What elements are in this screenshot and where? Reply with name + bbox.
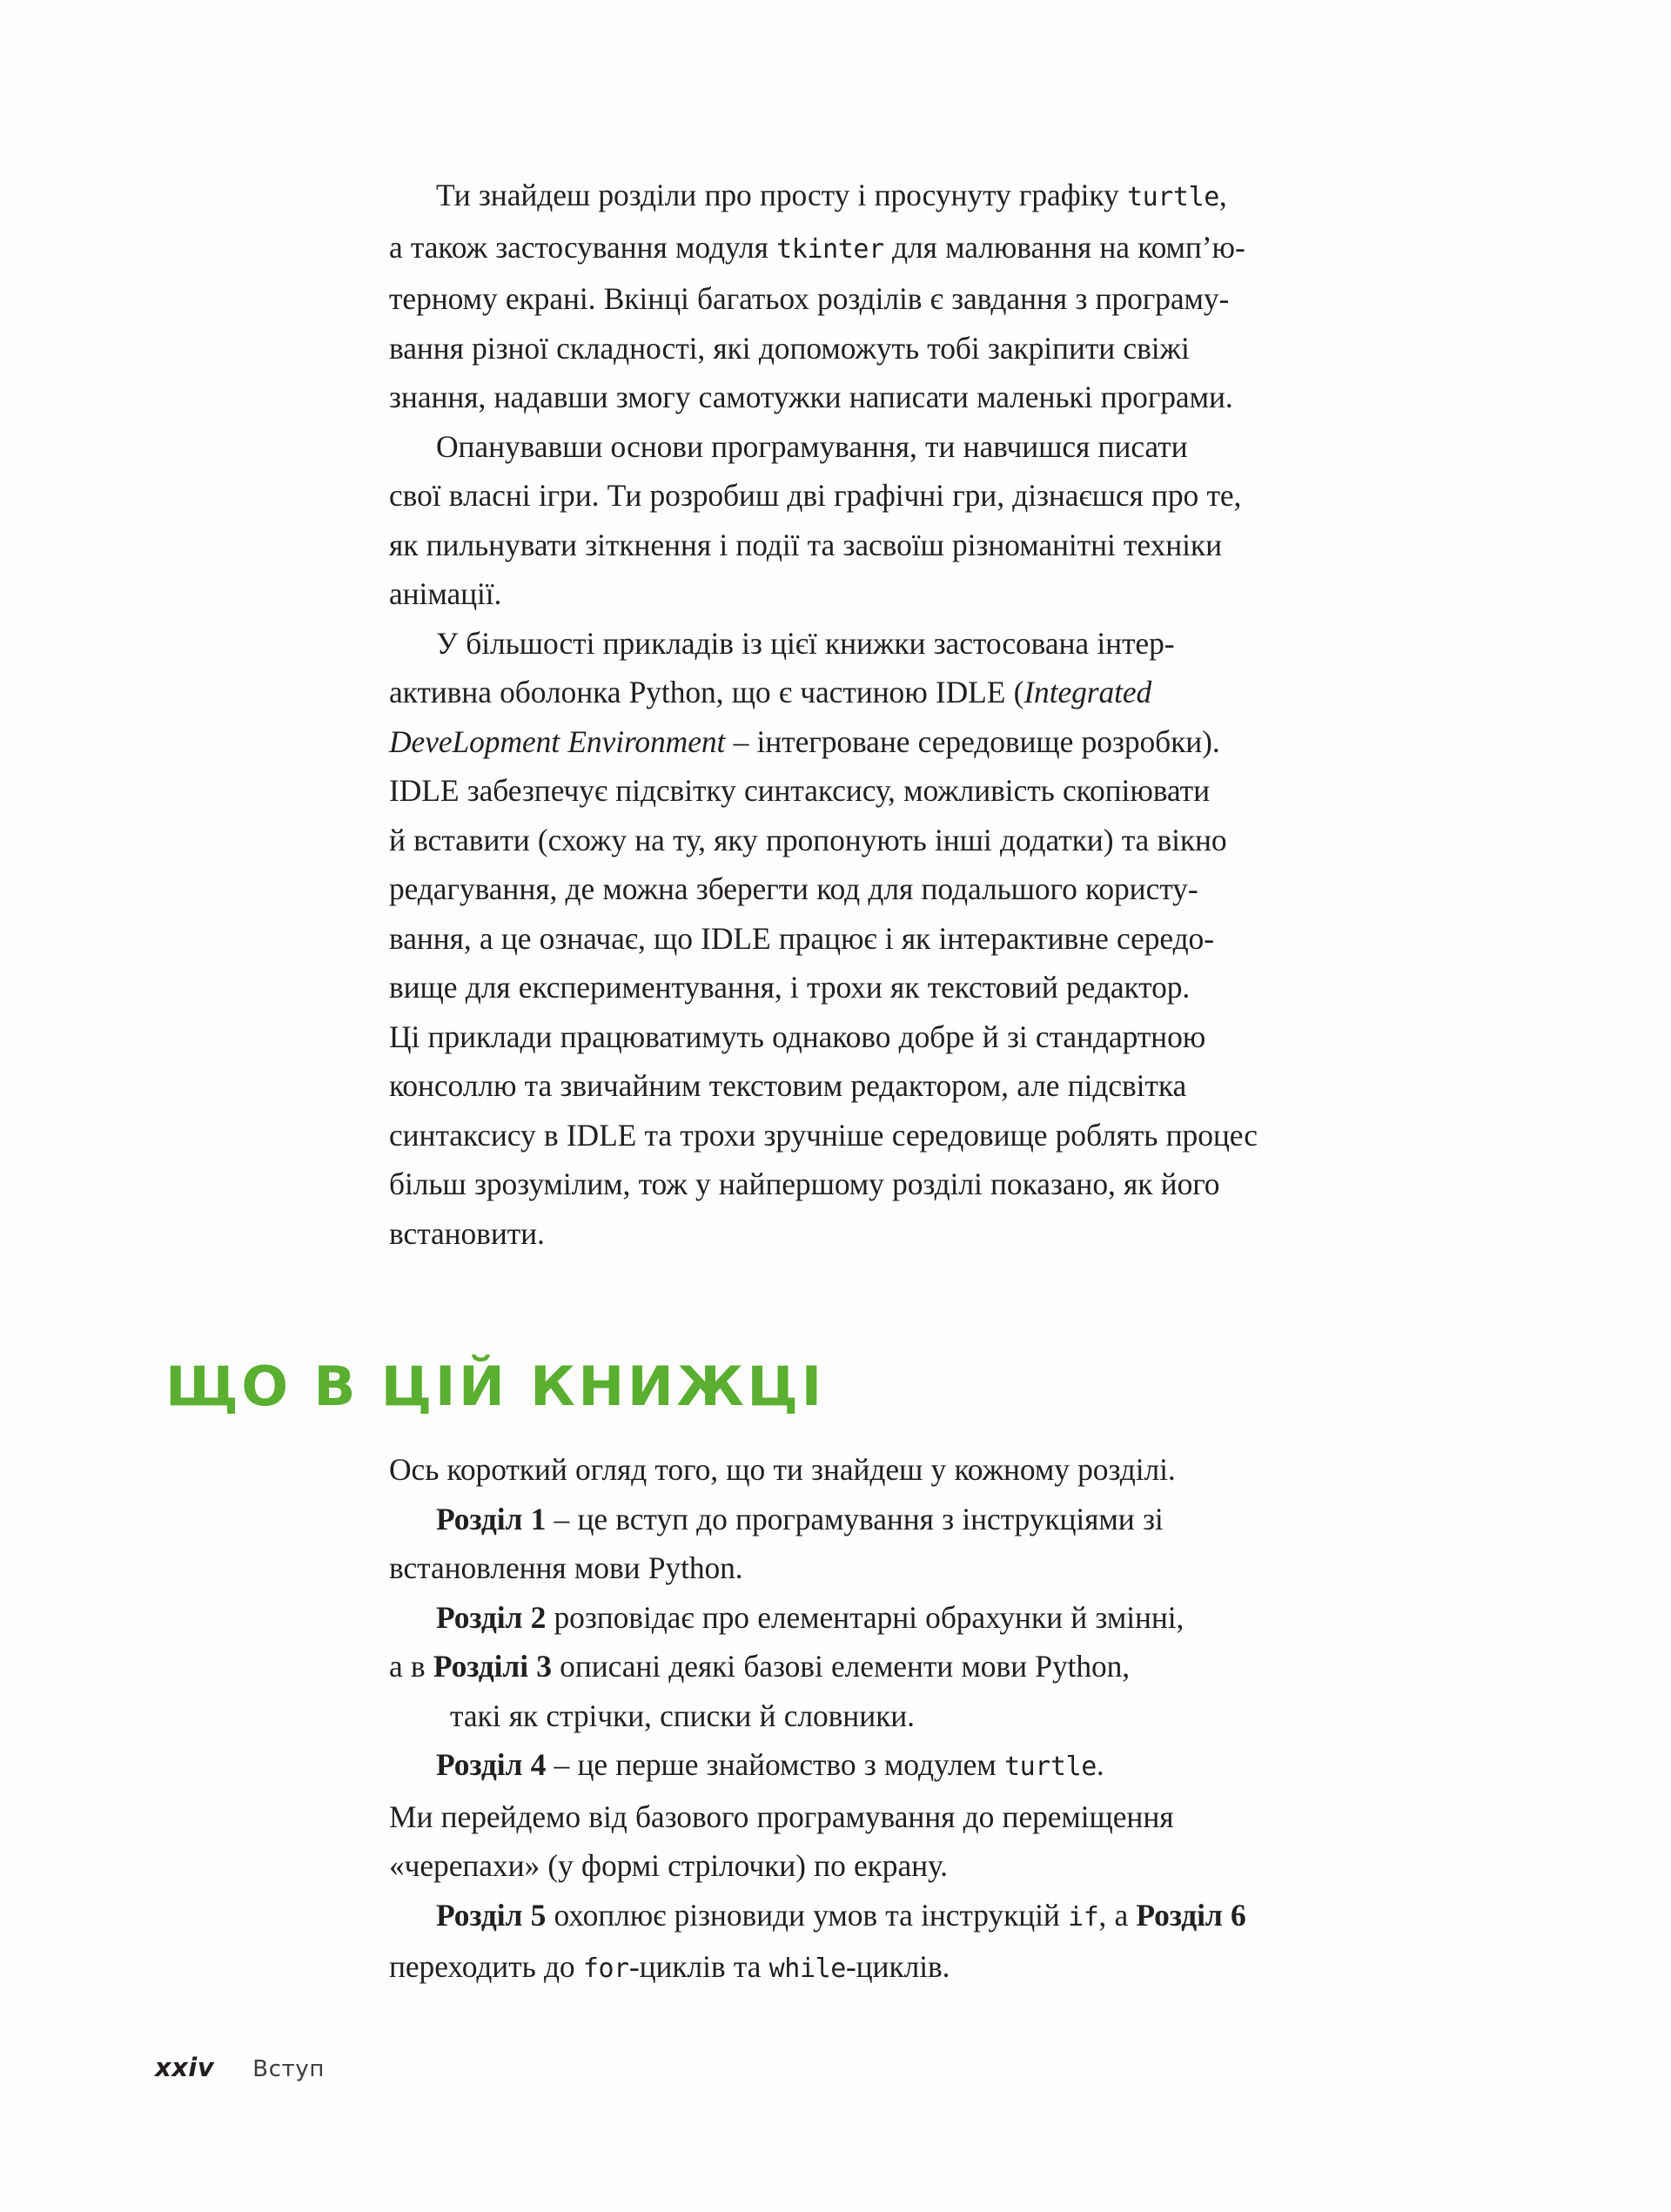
text-line: встановити. bbox=[389, 1215, 545, 1251]
chapter-ref-1: Розділ 1 bbox=[436, 1501, 547, 1536]
code-token-tkinter: tkinter bbox=[776, 233, 884, 265]
text-line: синтаксису в IDLE та трохи зручніше середовище роблять процес bbox=[389, 1117, 1258, 1153]
paragraph-1 bbox=[389, 171, 1493, 422]
italic-term-development-environment: DeveLopment Environment bbox=[389, 723, 726, 759]
text-line: Ось короткий огляд того, що ти знайдеш у кожному розділі. bbox=[389, 1452, 1176, 1487]
body-text-upper bbox=[389, 171, 1493, 1258]
paragraph-chapter-4 bbox=[389, 1740, 1493, 1891]
chapter-ref-5: Розділ 5 bbox=[436, 1897, 547, 1933]
paragraph-chapter-1 bbox=[389, 1495, 1493, 1593]
text-line: Розділ 4 – це перше знайомство з модулем turtle. bbox=[436, 1747, 1104, 1782]
code-token-turtle: turtle bbox=[1126, 182, 1219, 212]
text-line: переходить до for-циклів та while-циклів. bbox=[389, 1949, 950, 1984]
text-line: вище для експериментування, і трохи як текстовий редактор. bbox=[389, 970, 1191, 1005]
running-head: Вступ bbox=[252, 2056, 325, 2082]
text-line: й вставити (схожу на ту, яку пропонують інші додатки) та вікно bbox=[389, 822, 1227, 857]
paragraph-3 bbox=[389, 619, 1493, 1259]
paragraph-intro bbox=[389, 1445, 1493, 1495]
text-line: встановлення мови Python. bbox=[389, 1550, 743, 1585]
text-line: Ти знайдеш розділи про просту і просунуту графіку turtle, bbox=[436, 178, 1227, 212]
chapter-ref-3: Розділі 3 bbox=[433, 1649, 552, 1684]
text-line: терному екрані. Вкінці багатьох розділів є завдання з програму- bbox=[389, 281, 1230, 316]
text-line: Ми перейдемо від базового програмування до переміщення bbox=[389, 1799, 1174, 1834]
chapter-ref-2: Розділ 2 bbox=[436, 1599, 547, 1635]
code-token-for: for bbox=[582, 1953, 629, 1984]
chapter-ref-6: Розділ 6 bbox=[1136, 1897, 1246, 1933]
text-line: а в Розділі 3 описані деякі базові елементи мови Python, bbox=[389, 1649, 1131, 1684]
chapter-ref-4: Розділ 4 bbox=[436, 1747, 547, 1782]
body-text-lower bbox=[389, 1445, 1493, 1994]
paragraph-2 bbox=[389, 422, 1493, 619]
text-line: а також застосування модуля tkinter для малювання на комп’ю- bbox=[389, 229, 1245, 265]
paragraph-chapter-5-6 bbox=[389, 1891, 1493, 1994]
text-line: анімації. bbox=[389, 576, 502, 611]
text-line: такі як стрічки, списки й словники. bbox=[450, 1698, 915, 1733]
page-number: xxiv bbox=[155, 2053, 215, 2082]
text-line: У більшості прикладів із цієї книжки застосована інтер- bbox=[436, 625, 1175, 661]
text-line: «черепахи» (у формі стрілочки) по екрану. bbox=[389, 1848, 948, 1883]
text-line: Розділ 2 розповідає про елементарні обрахунки й змінні, bbox=[436, 1599, 1184, 1635]
text-line: вання різної складності, які допоможуть тобі закріпити свіжі bbox=[389, 330, 1190, 366]
text-line: Опанувавши основи програмування, ти навчишся писати bbox=[436, 428, 1188, 464]
paragraph-chapter-2-3 bbox=[389, 1593, 1493, 1741]
text-line: як пильнувати зіткнення і події та засвоїш різноманітні техніки bbox=[389, 527, 1222, 562]
text-line: Розділ 1 – це вступ до програмування з інструкціями зі bbox=[436, 1501, 1164, 1536]
code-token-while: while bbox=[768, 1953, 846, 1984]
code-token-if: if bbox=[1068, 1901, 1099, 1933]
text-line: свої власні ігри. Ти розробиш дві графічні гри, дізнаєшся про те, bbox=[389, 478, 1242, 513]
text-line: консоллю та звичайним текстовим редактором, але підсвітка bbox=[389, 1068, 1187, 1103]
code-token-turtle: turtle bbox=[1003, 1751, 1097, 1782]
text-line: знання, надавши змогу самотужки написати маленькі програми. bbox=[389, 380, 1233, 414]
page-footer bbox=[155, 2053, 325, 2082]
section-heading: ЩО В ЦІЙ КНИЖЦІ bbox=[165, 1355, 825, 1419]
text-line: активна оболонка Python, що є частиною IDLE (Integrated bbox=[389, 675, 1152, 709]
text-line: вання, а це означає, що IDLE працює і як інтерактивне середо- bbox=[389, 920, 1214, 956]
text-line: DeveLopment Environment – інтегроване середовище розробки). bbox=[389, 723, 1220, 759]
text-line: більш зрозумілим, тож у найпершому розділі показано, як його bbox=[389, 1167, 1220, 1201]
text-line: редагування, де можна зберегти код для подальшого користу- bbox=[389, 871, 1198, 906]
italic-term-integrated: Integrated bbox=[1023, 675, 1152, 709]
text-line: Ці приклади працюватимуть однаково добре й зі стандартною bbox=[389, 1019, 1206, 1054]
text-line: Розділ 5 охоплює різновиди умов та інструкцій if, а Розділ 6 bbox=[436, 1897, 1246, 1933]
text-line: IDLE забезпечує підсвітку синтаксису, можливість скопіювати bbox=[389, 773, 1210, 808]
